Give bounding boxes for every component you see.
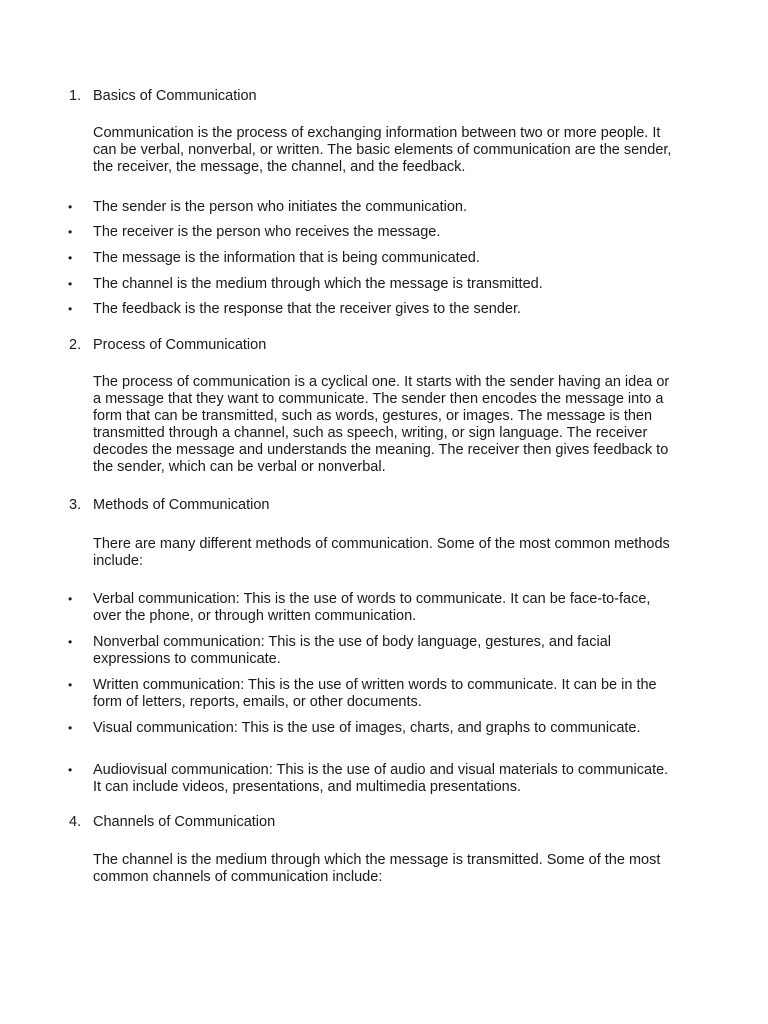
list-item: [66, 720, 678, 737]
section-3-heading: [69, 497, 689, 514]
list-item: [66, 762, 678, 796]
bullet-marker: •: [68, 635, 73, 649]
section-1-paragraph: Communication is the process of exchanging information between two or more people. It can be verbal, nonverbal, or written. The basic elements of communication are the sender, the receiver, the message, the channel, and the feedback.: [93, 125, 672, 175]
list-item-text: Audiovisual communication: This is the use of audio and visual materials to communicate. It can include videos, presentations, and multimedia presentations.: [93, 762, 669, 795]
list-item: [66, 276, 678, 293]
list-item-text: The message is the information that is being communicated.: [93, 250, 480, 266]
list-item: [66, 224, 678, 241]
list-item: [66, 634, 678, 668]
section-2-paragraph: The process of communication is a cyclical one. It starts with the sender having an idea or a message that they want to communicate. The sender then encodes the message into a form that can be transmitted, such as words, gestures, or images. The message is then transmitted through a channel, such as speech, writing, or sign language. The receiver decodes the message and understands the meaning. The receiver then gives feedback to the sender, which can be verbal or nonverbal.: [93, 374, 670, 475]
section-3-paragraph: There are many different methods of communication. Some of the most common methods include:: [93, 536, 670, 569]
section-number: 4.: [69, 814, 82, 830]
list-item-text: The receiver is the person who receives the message.: [93, 224, 441, 240]
list-item: [66, 250, 678, 267]
bullet-marker: •: [68, 592, 73, 606]
list-item-text: Verbal communication: This is the use of words to communicate. It can be face-to-face, over the phone, or through written communication.: [93, 591, 651, 624]
list-item: [66, 677, 678, 711]
bullet-marker: •: [68, 251, 73, 265]
section-1-heading: [69, 88, 689, 105]
bullet-marker: •: [68, 721, 73, 735]
list-item-text: Written communication: This is the use of written words to communicate. It can be in the form of letters, reports, emails, or other documents.: [93, 677, 657, 710]
section-title: Basics of Communication: [93, 88, 257, 104]
section-title: Process of Communication: [93, 337, 267, 353]
section-2-heading: [69, 337, 689, 354]
section-4-heading: [69, 814, 689, 831]
list-item-text: Nonverbal communication: This is the use of body language, gestures, and facial expressions to communicate.: [93, 634, 612, 667]
list-item-text: The channel is the medium through which the message is transmitted.: [93, 276, 543, 292]
list-item-text: The feedback is the response that the receiver gives to the sender.: [93, 301, 522, 317]
list-item-text: Visual communication: This is the use of images, charts, and graphs to communicate.: [93, 720, 641, 736]
section-title: Channels of Communication: [93, 814, 276, 830]
list-item: [66, 199, 678, 216]
bullet-marker: •: [68, 277, 73, 291]
list-item: [66, 591, 678, 625]
list-item: [66, 301, 678, 318]
bullet-marker: •: [68, 302, 73, 316]
list-item-text: The sender is the person who initiates the communication.: [93, 199, 467, 215]
section-number: 1.: [69, 88, 82, 104]
section-4-paragraph: The channel is the medium through which the message is transmitted. Some of the most common channels of communication include:: [93, 852, 661, 885]
bullet-marker: •: [68, 678, 73, 692]
bullet-marker: •: [68, 763, 73, 777]
section-title: Methods of Communication: [93, 497, 270, 513]
bullet-marker: •: [68, 200, 73, 214]
bullet-marker: •: [68, 225, 73, 239]
section-number: 3.: [69, 497, 82, 513]
section-number: 2.: [69, 337, 82, 353]
